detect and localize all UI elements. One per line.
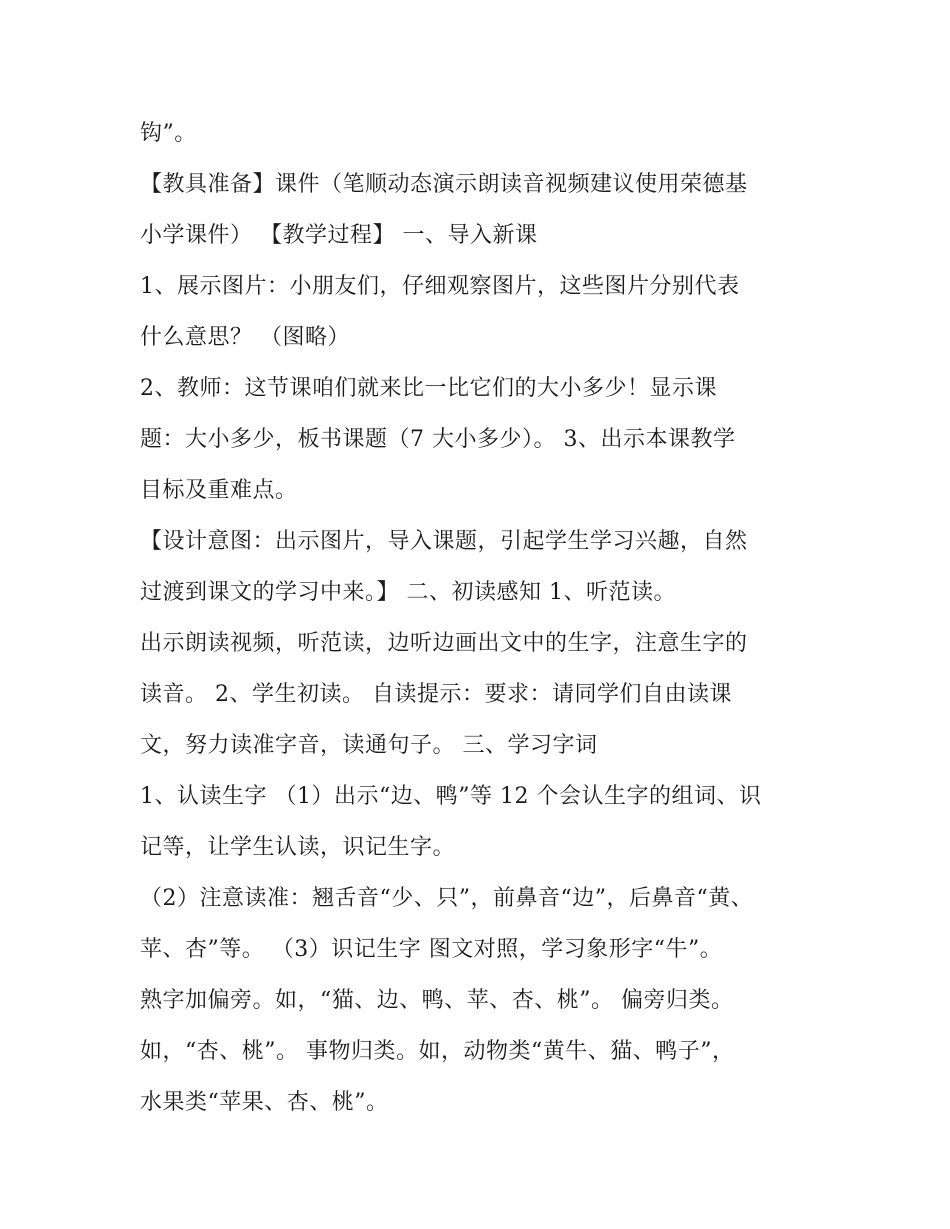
text-line: 1、展示图片：小朋友们，仔细观察图片，这些图片分别代表 <box>140 274 740 299</box>
text-line: 过渡到课文的学习中来。】 二、初读感知 1、听范读。 <box>140 580 676 605</box>
text-line: 钩”。 <box>140 121 197 146</box>
text-line: 读音。 2、学生初读。 自读提示：要求：请同学们自由读课 <box>140 682 732 707</box>
text-line: 文，努力读准字音，读通句子。 三、学习字词 <box>140 733 598 758</box>
text-line: 1、认读生字 （1）出示“边、鸭”等 12 个会认生字的组词、识 <box>140 784 762 809</box>
text-line: 什么意思？ （图略） <box>140 325 350 350</box>
lesson-plan-text <box>140 108 830 1128</box>
text-line: 苹、杏”等。 （3）识记生字 图文对照，学习象形字“牛”。 <box>140 937 723 962</box>
text-line: 【教具准备】课件（笔顺动态演示朗读音视频建议使用荣德基 <box>140 172 748 197</box>
text-line: 【设计意图：出示图片，导入课题，引起学生学习兴趣，自然 <box>140 529 748 554</box>
text-line: 目标及重难点。 <box>140 478 298 503</box>
text-line: 水果类“苹果、杏、桃”。 <box>140 1090 389 1115</box>
text-line: 2、教师：这节课咱们就来比一比它们的大小多少！显示课 <box>140 376 717 401</box>
text-line: 记等，让学生认读，识记生字。 <box>140 835 456 860</box>
text-line: 熟字加偏旁。如，“猫、边、鸭、苹、杏、桃”。 偏旁归类。 <box>140 988 734 1013</box>
text-line: 小学课件） 【教学过程】 一、导入新课 <box>140 223 538 248</box>
text-line: （2）注意读准：翘舌音“少、只”，前鼻音“边”，后鼻音“黄、 <box>140 886 754 911</box>
text-line: 出示朗读视频，听范读，边听边画出文中的生字，注意生字的 <box>140 631 748 656</box>
text-line: 如，“杏、桃”。 事物归类。如，动物类“黄牛、猫、鸭子”， <box>140 1039 735 1064</box>
text-line: 题：大小多少，板书课题（7 大小多少）。 3、出示本课教学 <box>140 427 736 452</box>
